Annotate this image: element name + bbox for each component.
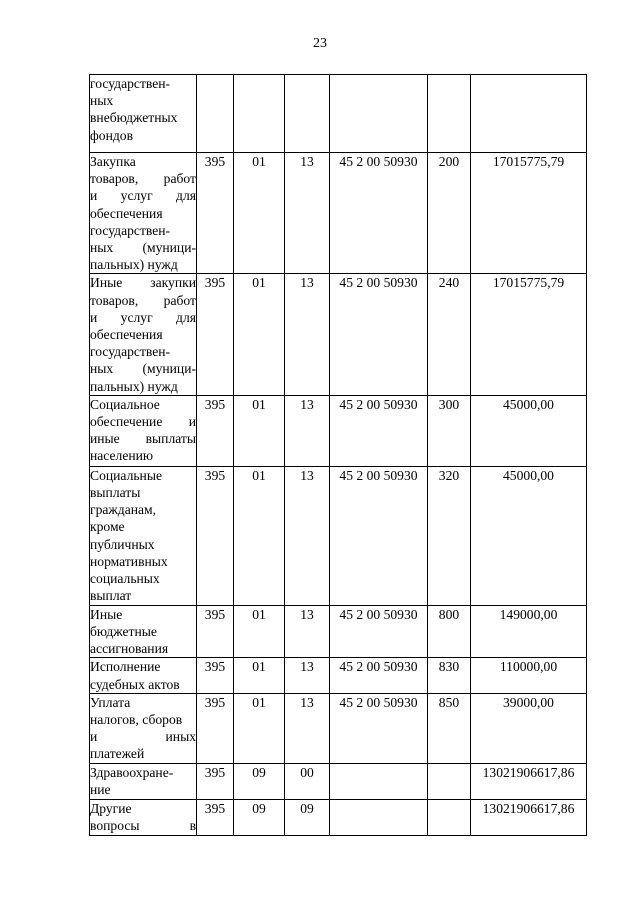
row-name-cell [90,466,197,605]
row-name-line: Социальное [90,396,160,412]
row-name-line: Закупка [90,154,136,169]
row-name-line: вопросы в [90,818,196,834]
row-name-line: и услуг для [90,309,196,325]
section-code-cell: 01 [234,658,285,693]
expense-type-cell: 850 [428,693,471,763]
subsection-code-cell: 13 [285,395,330,466]
ved-code-cell: 395 [197,466,234,605]
amount-cell: 17015775,79 [471,153,587,274]
row-name-line: публичных [90,536,155,552]
subsection-code-cell [285,75,330,153]
subsection-code-cell: 13 [285,466,330,605]
page-number: 23 [313,36,327,51]
row-name-cell [90,605,197,658]
ved-code-cell: 395 [197,274,234,395]
target-article-cell [330,799,428,835]
subsection-code-cell: 13 [285,693,330,763]
amount-cell: 45000,00 [471,395,587,466]
row-name-line: ние [90,782,111,798]
row-name-line: судебных актов [90,676,180,692]
target-article-cell: 45 2 00 50930 [330,274,428,395]
row-name-line: обеспечения [90,327,163,343]
row-name-cell [90,693,197,763]
table-row [90,75,587,153]
row-name-line: нормативных [90,553,168,569]
expense-type-cell: 800 [428,605,471,658]
row-name-line: социальных [90,571,160,587]
ved-code-cell: 395 [197,395,234,466]
row-name-line: Иные [90,606,123,622]
row-name-line: иные выплаты [90,431,196,447]
amount-cell: 13021906617,86 [471,763,587,799]
section-code-cell [234,75,285,153]
row-name-line: Другие [90,800,132,816]
target-article-cell: 45 2 00 50930 [330,395,428,466]
target-article-cell [330,763,428,799]
target-article-cell [330,75,428,153]
amount-cell: 149000,00 [471,605,587,658]
table-row [90,763,587,799]
row-name-line: платежей [90,746,145,762]
row-name-line: Исполнение [90,659,161,675]
row-name-line: государствен- [90,76,171,91]
row-name-line: внебюджетных [90,110,178,126]
table-row [90,605,587,658]
section-code-cell: 09 [234,799,285,835]
row-name-line: обеспечение и [90,414,196,430]
budget-table [89,74,587,836]
row-name-line: государствен- [90,344,171,360]
row-name-line: Уплата [90,694,131,710]
subsection-code-cell: 13 [285,658,330,693]
expense-type-cell: 300 [428,395,471,466]
ved-code-cell: 395 [197,763,234,799]
amount-cell: 110000,00 [471,658,587,693]
section-code-cell: 01 [234,605,285,658]
table-row [90,693,587,763]
row-name-line: выплаты [90,485,141,501]
row-name-line: Социальные [90,467,162,483]
ved-code-cell: 395 [197,605,234,658]
table-row [90,466,587,605]
budget-table-body [90,75,587,836]
row-name-cell [90,799,197,835]
row-name-line: государствен- [90,222,171,238]
section-code-cell: 09 [234,763,285,799]
row-name-line: выплат [90,588,132,604]
row-name-line: и иных [90,729,196,745]
table-row [90,658,587,693]
row-name-line: кроме [90,519,125,535]
row-name-cell [90,153,197,274]
subsection-code-cell: 13 [285,605,330,658]
row-name-line: ных [90,93,114,109]
row-name-cell [90,763,197,799]
section-code-cell: 01 [234,274,285,395]
expense-type-cell [428,799,471,835]
amount-cell: 39000,00 [471,693,587,763]
amount-cell [471,75,587,153]
target-article-cell: 45 2 00 50930 [330,693,428,763]
row-name-line: населению [90,448,154,464]
row-name-line: товаров, работ [90,292,196,308]
subsection-code-cell: 00 [285,763,330,799]
row-name-line: бюджетные [90,624,157,640]
expense-type-cell: 830 [428,658,471,693]
row-name-line: и услуг для [90,188,196,204]
row-name-line: фондов [90,127,134,143]
ved-code-cell: 395 [197,658,234,693]
amount-cell: 13021906617,86 [471,799,587,835]
section-code-cell: 01 [234,693,285,763]
row-name-line: пальных) нужд [90,378,178,394]
row-name-line: налогов, сборов [90,712,183,728]
expense-type-cell [428,763,471,799]
row-name-line: ных (муници- [90,361,196,377]
section-code-cell: 01 [234,153,285,274]
row-name-cell [90,75,197,153]
row-name-cell [90,274,197,395]
section-code-cell: 01 [234,466,285,605]
row-name-line: Иные закупки [90,275,196,291]
target-article-cell: 45 2 00 50930 [330,605,428,658]
row-name-cell [90,658,197,693]
subsection-code-cell: 13 [285,153,330,274]
table-row [90,395,587,466]
subsection-code-cell: 09 [285,799,330,835]
table-row [90,799,587,835]
expense-type-cell: 320 [428,466,471,605]
row-name-line: товаров, работ [90,171,196,187]
subsection-code-cell: 13 [285,274,330,395]
row-name-line: ассигнования [90,641,169,657]
table-row [90,153,587,274]
amount-cell: 17015775,79 [471,274,587,395]
row-name-line: обеспечения [90,205,163,221]
expense-type-cell: 200 [428,153,471,274]
amount-cell: 45000,00 [471,466,587,605]
expense-type-cell: 240 [428,274,471,395]
ved-code-cell: 395 [197,693,234,763]
expense-type-cell [428,75,471,153]
row-name-cell [90,395,197,466]
target-article-cell: 45 2 00 50930 [330,153,428,274]
ved-code-cell [197,75,234,153]
section-code-cell: 01 [234,395,285,466]
row-name-line: ных (муници- [90,240,196,256]
row-name-line: пальных) нужд [90,257,178,273]
target-article-cell: 45 2 00 50930 [330,658,428,693]
ved-code-cell: 395 [197,799,234,835]
target-article-cell: 45 2 00 50930 [330,466,428,605]
table-row [90,274,587,395]
row-name-line: гражданам, [90,502,157,518]
row-name-line: Здравоохране- [90,764,174,780]
ved-code-cell: 395 [197,153,234,274]
